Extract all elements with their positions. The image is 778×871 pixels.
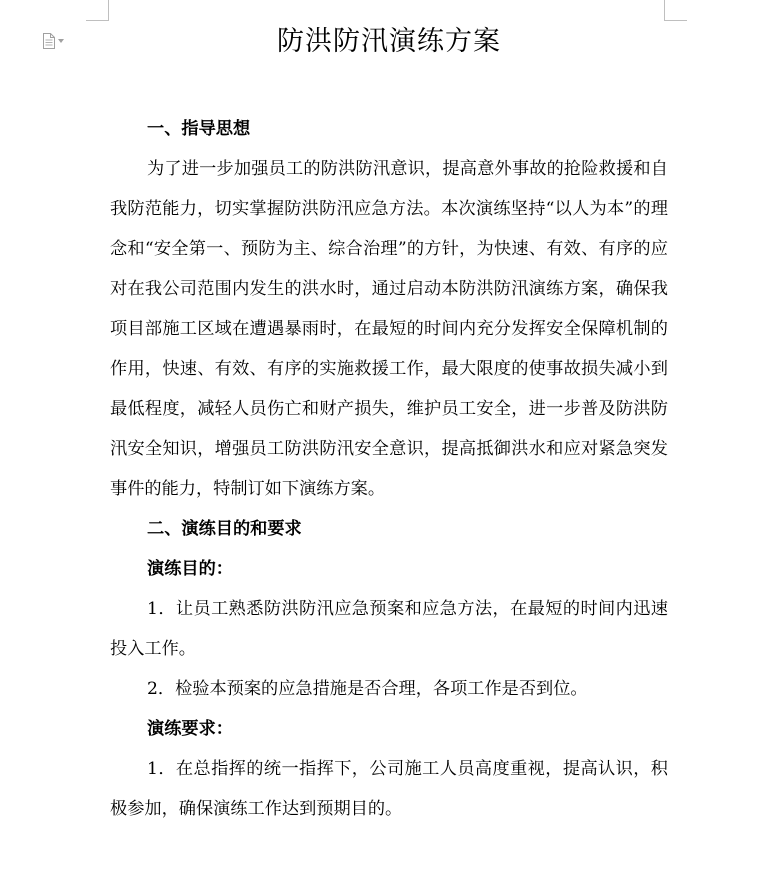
purpose-item-2: 2．检验本预案的应急措施是否合理，各项工作是否到位。	[147, 679, 588, 699]
crop-mark-top-right	[664, 0, 687, 21]
purpose-item-1: 1．让员工熟悉防洪防汛应急预案和应急方法，在最短的时间内迅速投入工作。	[110, 599, 668, 659]
subheading-drill-purpose: 演练目的：	[147, 559, 233, 579]
document-navigation-button[interactable]	[42, 31, 64, 51]
section-heading-guiding-ideology: 一、指导思想	[147, 119, 251, 139]
document-body	[110, 109, 668, 829]
document-title: 防洪防汛演练方案	[277, 26, 501, 57]
requirement-item-1: 1．在总指挥的统一指挥下，公司施工人员高度重视，提高认识，积极参加，确保演练工作达到预期目的。	[110, 759, 668, 819]
paragraph-guiding-ideology: 为了进一步加强员工的防洪防汛意识，提高意外事故的抢险救援和自我防范能力，切实掌握防洪防汛应急方法。本次演练坚持“以人为本”的理念和“安全第一、预防为主、综合治理”的方针，为快速、有效、有序的应对在我公司范围内发生的洪水时，通过启动本防洪防汛演练方案，确保我项目部施工区域在遭遇暴雨时，在最短的时间内充分发挥安全保障机制的作用，快速、有效、有序的实施救援工作，最大限度的使事故损失减小到最低程度，减轻人员伤亡和财产损失，维护员工安全，进一步普及防洪防汛安全知识，增强员工防洪防汛安全意识，提高抵御洪水和应对紧急突发事件的能力，特制订如下演练方案。	[110, 159, 668, 499]
subheading-drill-requirements: 演练要求：	[147, 719, 233, 739]
caret-down-icon	[58, 39, 64, 43]
document-icon	[42, 33, 55, 49]
crop-mark-top-left	[86, 0, 109, 21]
section-heading-purpose-and-requirements: 二、演练目的和要求	[147, 519, 302, 539]
